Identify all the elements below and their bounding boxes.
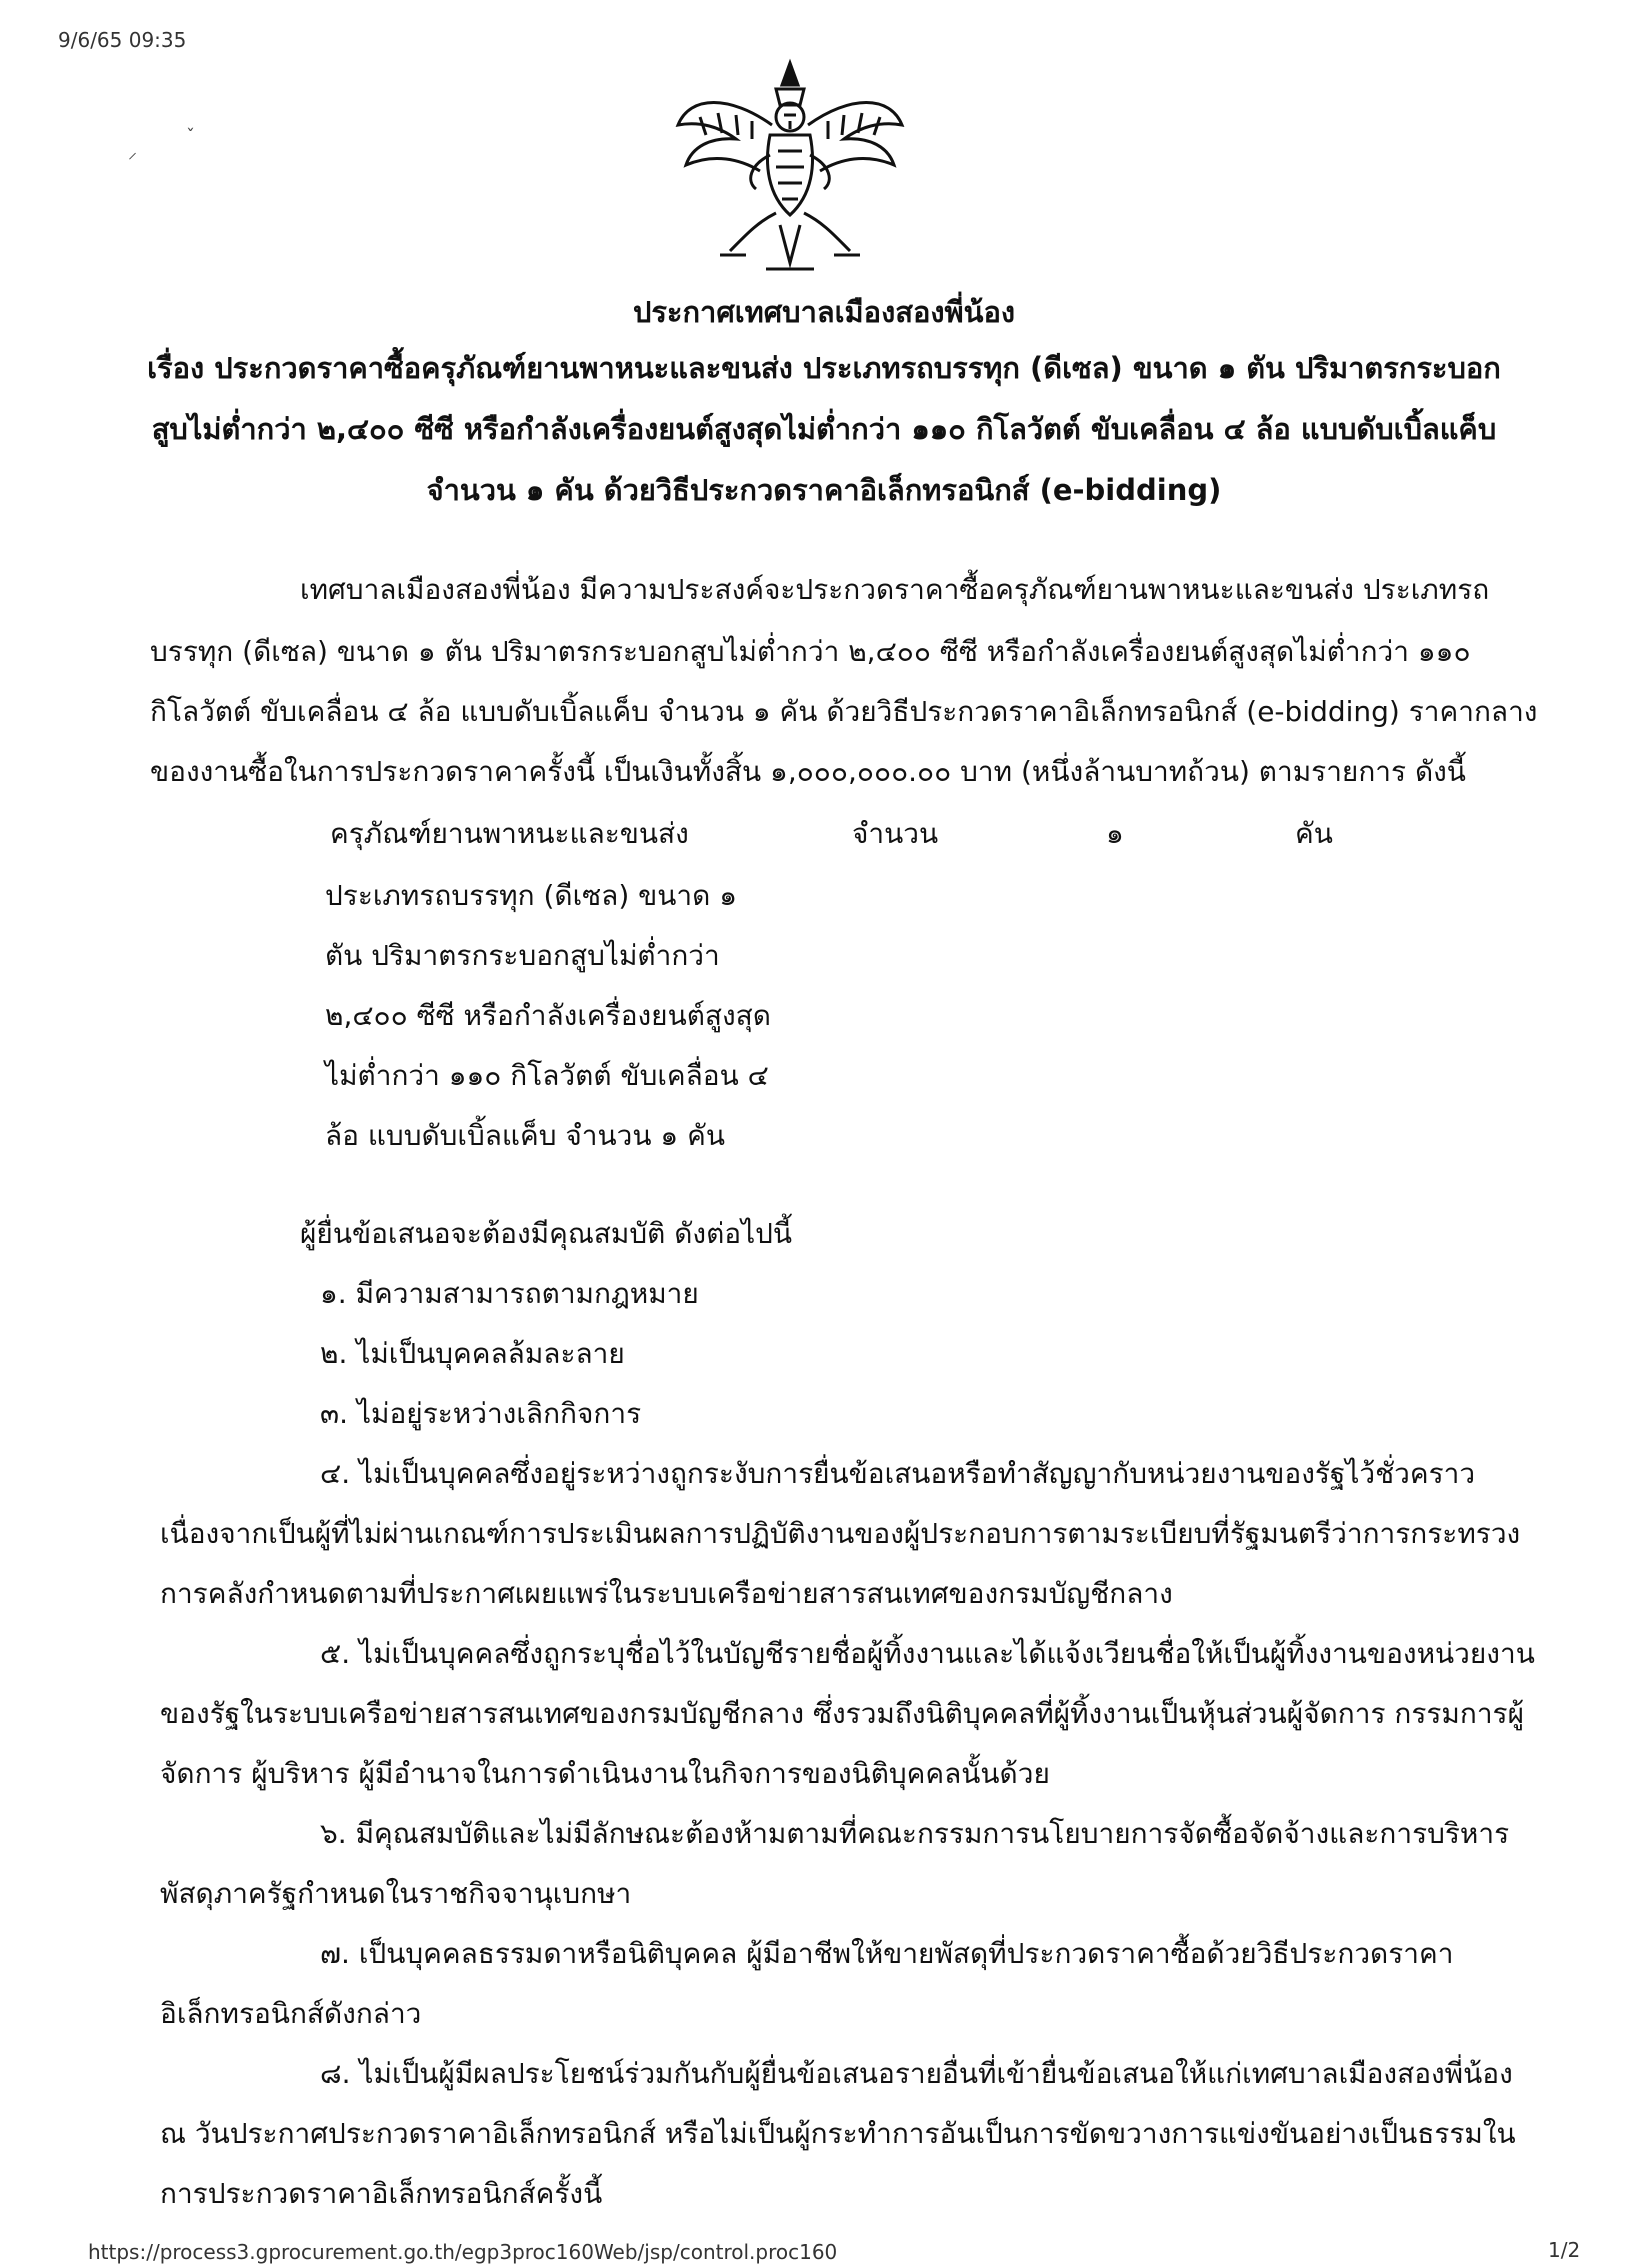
garuda-emblem-icon: [660, 55, 920, 280]
subject-line-1: เรื่อง ประกวดราคาซื้อครุภัณฑ์ยานพาหนะและขนส่ง ประเภทรถบรรทุก (ดีเซล) ขนาด ๑ ตัน ปริมาตรกระบอก: [147, 351, 1501, 385]
qualification-8-line: ๘. ไม่เป็นผู้มีผลประโยชน์ร่วมกันกับผู้ยื่นข้อเสนอรายอื่นที่เข้ายื่นข้อเสนอให้แก่เทศบาลเมืองสองพี่น้อง: [320, 2057, 1513, 2090]
qualification-8-line: ณ วันประกาศประกวดราคาอิเล็กทรอนิกส์ หรือไม่เป็นผู้กระทำการอันเป็นการขัดขวางการแข่งขันอย่างเป็นธรรมใน: [160, 2117, 1516, 2150]
qualification-4-line: การคลังกำหนดตามที่ประกาศเผยแพร่ในระบบเครือข่ายสารสนเทศของกรมบัญชีกลาง: [160, 1577, 1173, 1610]
scan-mark: ⸝: [128, 142, 137, 163]
qualification-3: ๓. ไม่อยู่ระหว่างเลิกกิจการ: [320, 1397, 642, 1430]
item-description-line: ล้อ แบบดับเบิ้ลแค็บ จำนวน ๑ คัน: [325, 1119, 725, 1152]
intro-line: บรรทุก (ดีเซล) ขนาด ๑ ตัน ปริมาตรกระบอกสูบไม่ต่ำกว่า ๒,๔๐๐ ซีซี หรือกำลังเครื่องยนต์สูงสุดไม่ต่ำกว่า ๑๑๐: [150, 635, 1471, 668]
qualification-5-line: ของรัฐในระบบเครือข่ายสารสนเทศของกรมบัญชีกลาง ซึ่งรวมถึงนิติบุคคลที่ผู้ทิ้งงานเป็นหุ้นส่วนผู้จัดการ กรรมการผู้: [160, 1697, 1525, 1730]
qualification-5-line: จัดการ ผู้บริหาร ผู้มีอำนาจในการดำเนินงานในกิจการของนิติบุคคลนั้นด้วย: [160, 1757, 1050, 1790]
item-description-line: ไม่ต่ำกว่า ๑๑๐ กิโลวัตต์ ขับเคลื่อน ๔: [325, 1059, 769, 1092]
subject-line-2: สูบไม่ต่ำกว่า ๒,๔๐๐ ซีซี หรือกำลังเครื่องยนต์สูงสุดไม่ต่ำกว่า ๑๑๐ กิโลวัตต์ ขับเคลื่อน ๔ ล้อ แบบดับเบิ้ลแค็บ: [151, 412, 1497, 446]
qualification-8-line: การประกวดราคาอิเล็กทรอนิกส์ครั้งนี้: [160, 2177, 603, 2210]
announcement-title: ประกาศเทศบาลเมืองสองพี่น้อง: [632, 295, 1016, 329]
qualification-7-line: อิเล็กทรอนิกส์ดังกล่าว: [160, 1997, 422, 2030]
qualification-1: ๑. มีความสามารถตามกฎหมาย: [320, 1277, 699, 1310]
qualification-7-line: ๗. เป็นบุคคลธรรมดาหรือนิติบุคคล ผู้มีอาชีพให้ขายพัสดุที่ประกวดราคาซื้อด้วยวิธีประกวดราคา: [320, 1937, 1454, 1970]
item-qty: ๑: [1106, 817, 1124, 850]
item-description-line: ๒,๔๐๐ ซีซี หรือกำลังเครื่องยนต์สูงสุด: [325, 999, 771, 1032]
qualification-6-line: พัสดุภาครัฐกำหนดในราชกิจจานุเบกษา: [160, 1877, 632, 1910]
scan-mark: ˇ: [186, 126, 195, 147]
item-name: ครุภัณฑ์ยานพาหนะและขนส่ง: [330, 817, 689, 850]
intro-line: เทศบาลเมืองสองพี่น้อง มีความประสงค์จะประกวดราคาซื้อครุภัณฑ์ยานพาหนะและขนส่ง ประเภทรถ: [300, 573, 1490, 606]
item-unit: คัน: [1295, 817, 1333, 850]
item-description-line: ประเภทรถบรรทุก (ดีเซล) ขนาด ๑: [325, 879, 738, 912]
intro-line: กิโลวัตต์ ขับเคลื่อน ๔ ล้อ แบบดับเบิ้ลแค็บ จำนวน ๑ คัน ด้วยวิธีประกวดราคาอิเล็กทรอนิกส์ (e-bidding) ราคากลาง: [150, 695, 1538, 728]
qualification-2: ๒. ไม่เป็นบุคคลล้มละลาย: [320, 1337, 625, 1370]
item-description-line: ตัน ปริมาตรกระบอกสูบไม่ต่ำกว่า: [325, 939, 720, 972]
qualification-4-line: ๔. ไม่เป็นบุคคลซึ่งอยู่ระหว่างถูกระงับการยื่นข้อเสนอหรือทำสัญญากับหน่วยงานของรัฐไว้ชั่วคราว: [320, 1457, 1476, 1490]
qualification-6-line: ๖. มีคุณสมบัติและไม่มีลักษณะต้องห้ามตามที่คณะกรรมการนโยบายการจัดซื้อจัดจ้างและการบริหาร: [320, 1817, 1510, 1850]
print-timestamp: 9/6/65 09:35: [58, 28, 187, 52]
page-number: 1/2: [1548, 2238, 1581, 2262]
item-qty-label: จำนวน: [852, 817, 939, 850]
qualification-4-line: เนื่องจากเป็นผู้ที่ไม่ผ่านเกณฑ์การประเมินผลการปฏิบัติงานของผู้ประกอบการตามระเบียบที่รัฐมนตรีว่าการกระทรวง: [160, 1517, 1521, 1550]
source-url: https://process3.gprocurement.go.th/egp3proc160Web/jsp/control.proc160: [88, 2240, 838, 2264]
subject-line-3: จำนวน ๑ คัน ด้วยวิธีประกวดราคาอิเล็กทรอนิกส์ (e-bidding): [426, 473, 1222, 507]
qualifications-heading: ผู้ยื่นข้อเสนอจะต้องมีคุณสมบัติ ดังต่อไปนี้: [300, 1217, 793, 1250]
qualification-5-line: ๕. ไม่เป็นบุคคลซึ่งถูกระบุชื่อไว้ในบัญชีรายชื่อผู้ทิ้งงานและได้แจ้งเวียนชื่อให้เป็นผู้ทิ้งงานของหน่วยงาน: [320, 1637, 1535, 1670]
intro-line: ของงานซื้อในการประกวดราคาครั้งนี้ เป็นเงินทั้งสิ้น ๑,๐๐๐,๐๐๐.๐๐ บาท (หนึ่งล้านบาทถ้วน) ตามรายการ ดังนี้: [150, 755, 1466, 788]
